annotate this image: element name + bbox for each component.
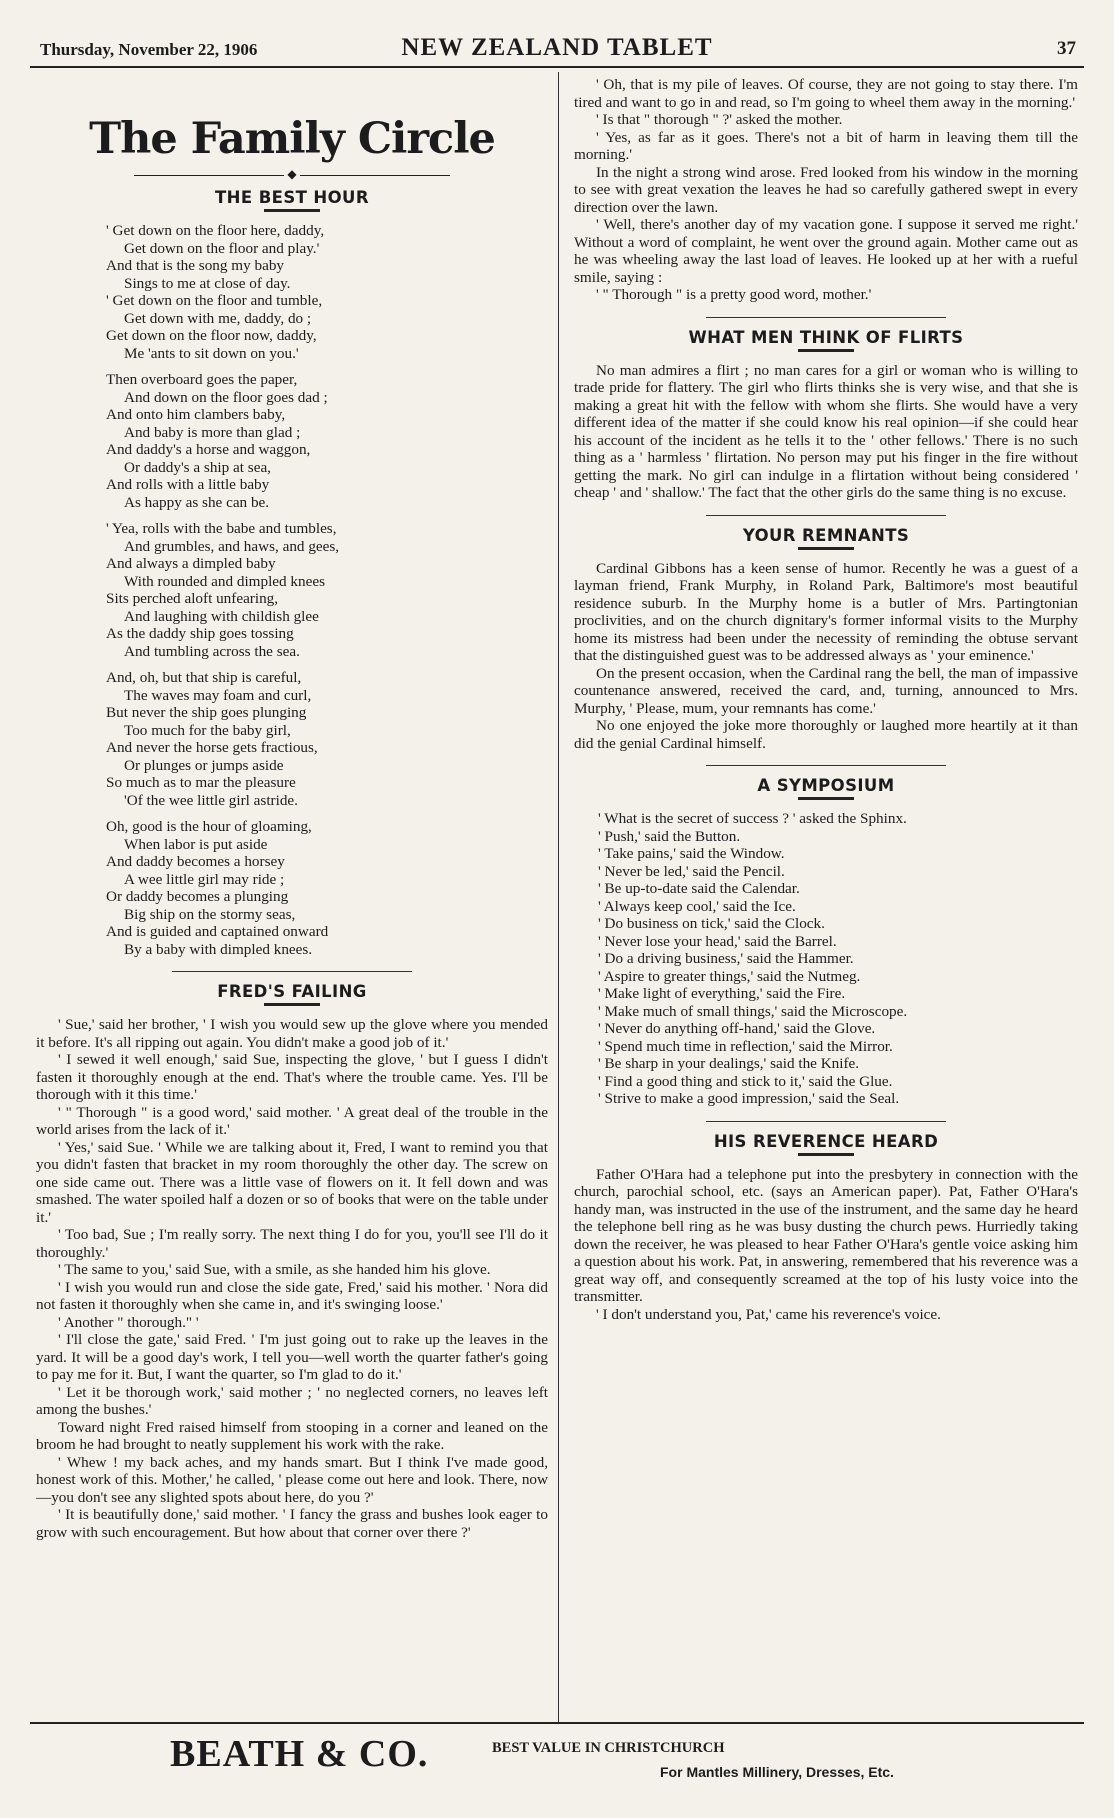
right-column (574, 76, 1078, 1323)
poem-line: And laughing with childish glee (124, 607, 319, 625)
paragraph: ' Sue,' said her brother, ' I wish you would sew up the glove where you mended it before. It's all ripping out again. You didn't make a good job of it.' (36, 1016, 548, 1051)
paragraph: ' " Thorough " is a pretty good word, mother.' (596, 286, 872, 303)
poem-line: And onto him clambers baby, (106, 406, 286, 423)
paragraph: ' It is beautifully done,' said mother. ' I fancy the grass and bushes look eager to grow with such encouragement. But how about that corner over there ?' (36, 1506, 548, 1541)
poem-line: A wee little girl may ride ; (124, 870, 285, 888)
article-body-flirts (574, 362, 1078, 502)
poem-line: Oh, good is the hour of gloaming, (106, 818, 312, 835)
ad-brand-name: BEATH & CO. (170, 1733, 429, 1775)
poem-line: The waves may foam and curl, (124, 686, 312, 704)
paragraph: Toward night Fred raised himself from stooping in a corner and leaned on the broom he had brought to neatly supplement his work with the rake. (36, 1418, 548, 1453)
poem-line: Big ship on the stormy seas, (124, 905, 296, 923)
poem-line: ' Yea, rolls with the babe and tumbles, (106, 520, 337, 537)
poem-line: And down on the floor goes dad ; (124, 388, 328, 406)
poem-line: Me 'ants to sit down on you.' (124, 344, 299, 362)
poem-line: Sits perched aloft unfearing, (106, 590, 279, 607)
symposium-line: ' Always keep cool,' said the Ice. (598, 897, 796, 915)
title-bar (798, 1153, 854, 1156)
poem-line: Too much for the baby girl, (124, 721, 291, 739)
poem-line: And that is the song my baby (106, 257, 285, 274)
poem-line: As the daddy ship goes tossing (106, 625, 294, 642)
paragraph: ' Too bad, Sue ; I'm really sorry. The next thing I do for you, you'll see I'll do it thoroughly.' (36, 1226, 548, 1261)
poem-stanza (36, 371, 548, 511)
symposium-line: ' Find a good thing and stick to it,' said the Glue. (598, 1072, 893, 1090)
symposium-line: ' Be up-to-date said the Calendar. (598, 880, 800, 897)
poem-line: But never the ship goes plunging (106, 704, 307, 721)
symposium-line: ' Strive to make a good impression,' said the Seal. (598, 1090, 900, 1107)
newspaper-page (30, 28, 1084, 1798)
article-title-remnants: YOUR REMNANTS (742, 525, 910, 545)
poem-line: Get down on the floor and play.' (124, 239, 320, 257)
article-body-reverence (574, 1166, 1078, 1324)
poem-line: Sings to me at close of day. (124, 274, 291, 292)
symposium-line: ' Never lose your head,' said the Barrel. (598, 932, 837, 950)
paragraph: ' Is that " thorough " ?' asked the mother. (596, 111, 843, 128)
symposium-line: ' Spend much time in reflection,' said the Mirror. (598, 1037, 893, 1055)
poem-line: With rounded and dimpled knees (124, 572, 325, 590)
poem-stanza (36, 669, 548, 809)
title-bar (798, 349, 854, 352)
paragraph: ' I sewed it well enough,' said Sue, inspecting the glove, ' but I guess I didn't fasten it thoroughly enough at the end. That's where the trouble came. Yes. I'll be thorough with it this time.' (36, 1051, 548, 1103)
title-bar (798, 797, 854, 800)
section-separator (706, 1121, 946, 1122)
poem-line: And tumbling across the sea. (124, 642, 300, 660)
poem-line: Or daddy becomes a plunging (106, 888, 289, 905)
paragraph: ' Let it be thorough work,' said mother ; ' no neglected corners, no leaves left among the bushes.' (36, 1383, 548, 1418)
header-date: Thursday, November 22, 1906 (40, 40, 258, 59)
paragraph: No one enjoyed the joke more thoroughly or laughed more heartily at it than did the genial Cardinal himself. (574, 717, 1078, 752)
poem-line: ' Get down on the floor here, daddy, (106, 222, 325, 239)
paragraph: Father O'Hara had a telephone put into the presbytery in connection with the church, parochial school, etc. (says an American paper). Pat, Father O'Hara's handy man, was instructed in the use of the instrument, and the same day he heard the telephone bell ring as he was busy dusting the church pews. Hurriedly taking down the receiver, he was pleased to hear Father O'Hara's gentle voice asking him a question about his work. Pat, in answering, remembered that his reverence was a great way off, and consequently screamed at the top of his lusty voice into the transmitter. (574, 1165, 1078, 1305)
poem-line: 'Of the wee little girl astride. (124, 791, 298, 809)
paragraph: ' Yes, as far as it goes. There's not a bit of harm in leaving them till the morning.' (574, 128, 1078, 163)
paragraph: ' I don't understand you, Pat,' came his reverence's voice. (596, 1305, 941, 1323)
paragraph: ' I'll close the gate,' said Fred. ' I'm just going out to rake up the leaves in the yard. It will be a good day's work, I tell you—well worth the quarter father's going to pay me for it. But, I want the quarter, so I'm glad to do it.' (36, 1331, 548, 1383)
poem-line: And daddy becomes a horsey (106, 853, 285, 870)
paragraph: ' Well, there's another day of my vacation gone. I suppose it served me right.' Without a word of complaint, he went over the ground again. Mother came out as he was wheeling away the last load of leaves. He looked up at her with a rueful smile, saying : (574, 216, 1078, 286)
section-separator (706, 765, 946, 766)
poem-line: So much as to mar the pleasure (106, 774, 296, 791)
poem-line: Or plunges or jumps aside (124, 756, 284, 774)
article-body-freds-continued (574, 76, 1078, 304)
poem-line: Or daddy's a ship at sea, (124, 458, 271, 476)
symposium-line: ' Never be led,' said the Pencil. (598, 862, 785, 880)
article-title-freds-failing: FRED'S FAILING (217, 982, 367, 1001)
symposium-line: ' Be sharp in your dealings,' said the Knife. (598, 1055, 860, 1072)
article-title-best-hour: THE BEST HOUR (215, 188, 369, 207)
header-paper-title: NEW ZEALAND TABLET (401, 34, 713, 61)
paragraph: On the present occasion, when the Cardinal rang the bell, the man of impassive countenance answered, received the card, and, turning, announced to Mrs. Murphy, ' Please, mum, your remnants has come.' (574, 664, 1078, 717)
paragraph: No man admires a flirt ; no man cares for a girl or woman who is willing to trade pride for flattery. The girl who flirts thinks she is very wise, and that she is making a great hit with the fellow with whom she flirts. She would have a very different idea of the matter if she could know his real opinion—if she could hear his account of the incident as he tells it to the ' other fellows.' There is no such thing as a ' harmless ' flirtation. No person may put his finger in the fire without getting the mark. No girl can indulge in a flirtation without being considered ' cheap ' and ' shallow.' The fact that the other girls do the same thing is no excuse. (574, 361, 1078, 501)
paragraph: ' Oh, that is my pile of leaves. Of course, they are not going to stay there. I'm tired and want to go in and read, so I'm going to wheel them away in the morning.' (574, 76, 1078, 111)
article-title-reverence: HIS REVERENCE HEARD (713, 1131, 939, 1151)
paragraph: In the night a strong wind arose. Fred looked from his window in the morning to see with great vexation the leaves he had so carefully gathered swept in every direction over the lawn. (574, 163, 1078, 216)
poem-best-hour (36, 222, 548, 958)
header-page-number: 37 (1057, 38, 1076, 59)
symposium-line: ' Make much of small things,' said the Microscope. (598, 1002, 908, 1020)
symposium-line: ' What is the secret of success ? ' asked the Sphinx. (598, 810, 907, 827)
paragraph: ' " Thorough " is a good word,' said mother. ' A great deal of the trouble in the world arises from the lack of it.' (36, 1103, 548, 1138)
poem-line: Get down on the floor now, daddy, (106, 327, 317, 344)
title-bar (264, 209, 320, 212)
poem-line: And grumbles, and haws, and gees, (124, 537, 340, 555)
poem-line: Get down with me, daddy, do ; (124, 309, 312, 327)
section-separator (706, 515, 946, 516)
symposium-line: ' Never do anything off-hand,' said the Glove. (598, 1020, 876, 1037)
symposium-line: ' Take pains,' said the Window. (598, 845, 785, 862)
article-title-symposium: A SYMPOSIUM (757, 776, 895, 795)
running-header (30, 28, 1084, 62)
poem-stanza (36, 520, 548, 660)
poem-line: By a baby with dimpled knees. (124, 940, 313, 958)
paragraph: ' The same to you,' said Sue, with a smile, as she handed him his glove. (58, 1261, 491, 1278)
article-title-flirts: WHAT MEN THINK OF FLIRTS (688, 327, 964, 347)
poem-stanza (36, 222, 548, 362)
section-masthead: The Family Circle (89, 114, 495, 164)
article-body-remnants (574, 560, 1078, 753)
article-body-freds-failing (36, 1016, 548, 1541)
poem-stanza (36, 818, 548, 958)
header-rule (30, 66, 1084, 68)
paragraph: ' Another " thorough." ' (58, 1313, 199, 1331)
poem-line: And always a dimpled baby (106, 555, 276, 572)
symposium-line: ' Aspire to greater things,' said the Nutmeg. (598, 967, 861, 985)
title-bar (264, 1003, 320, 1006)
ad-subline: For Mantles Millinery, Dresses, Etc. (660, 1764, 894, 1780)
symposium-line: ' Make light of everything,' said the Fire. (598, 985, 846, 1002)
poem-line: And is guided and captained onward (106, 923, 329, 940)
ad-tagline: BEST VALUE IN CHRISTCHURCH (492, 1740, 725, 1756)
poem-line: As happy as she can be. (124, 493, 270, 511)
poem-line: And rolls with a little baby (106, 476, 270, 493)
paragraph: ' Yes,' said Sue. ' While we are talking about it, Fred, I want to remind you that you didn't fasten that bracket in my room thoroughly the other day. The screw on one side came out. There was a little vase of flowers on it. It fell down and was smashed. The water spoiled half a dozen or so of books that were on the table under it.' (36, 1138, 548, 1226)
paragraph: ' Whew ! my back aches, and my hands smart. But I think I've made good, honest work of this. Mother,' he called, ' please come out here and look. There, now—you don't see any slighted spots about here, do you ?' (36, 1453, 548, 1506)
column-divider (558, 72, 559, 1722)
paragraph: Cardinal Gibbons has a keen sense of humor. Recently he was a guest of a layman friend, Frank Murphy, in Roland Park, Baltimore's most beautiful residence suburb. In the Murphy home is a butler of Mrs. Partingtonian proclivities, and on the church dignitary's former informal visits to the Murphy home its mistress had been under the necessity of reminding the obtuse servant that the distinguished guest was to be addressed always as ' your eminence.' (574, 559, 1078, 664)
title-bar (798, 547, 854, 550)
section-separator (172, 971, 412, 972)
poem-line: And baby is more than glad ; (124, 423, 301, 441)
poem-line: And, oh, but that ship is careful, (106, 669, 302, 686)
symposium-line: ' Do a driving business,' said the Hammer. (598, 950, 854, 967)
poem-line: And never the horse gets fractious, (106, 739, 318, 756)
poem-line: When labor is put aside (124, 835, 268, 853)
paragraph: ' I wish you would run and close the side gate, Fred,' said his mother. ' Nora did not fasten it thoroughly when she came in, and it's swinging loose.' (36, 1278, 548, 1313)
masthead-ornament: ◆ (36, 168, 548, 180)
footer-rule (30, 1722, 1084, 1724)
article-body-symposium (574, 810, 1078, 1108)
left-column (36, 76, 548, 1541)
poem-line: And daddy's a horse and waggon, (106, 441, 311, 458)
poem-line: ' Get down on the floor and tumble, (106, 292, 323, 309)
poem-line: Then overboard goes the paper, (106, 371, 298, 388)
section-separator (706, 317, 946, 318)
symposium-line: ' Push,' said the Button. (598, 827, 741, 845)
symposium-line: ' Do business on tick,' said the Clock. (598, 915, 825, 932)
